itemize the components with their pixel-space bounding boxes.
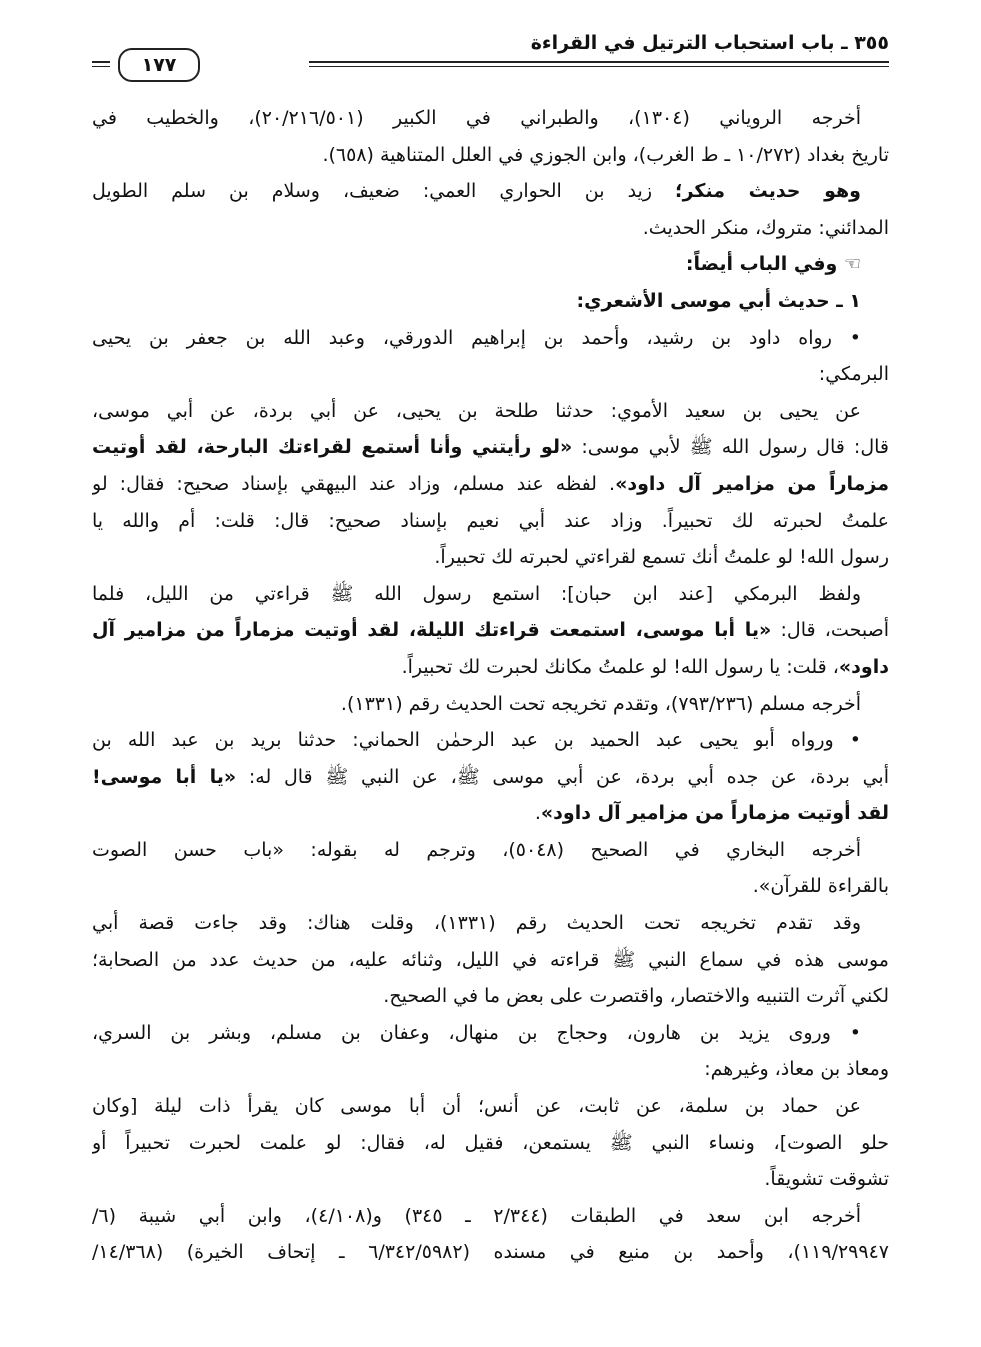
bold-text-segment: لقد أوتيت مزماراً من مزامير آل داود» xyxy=(540,802,889,825)
text-line xyxy=(92,246,889,283)
text-segment: المدائني: متروك، منكر الحديث. xyxy=(642,216,889,239)
text-line xyxy=(92,978,889,1015)
text-segment: قال: قال رسول الله ﷺ لأبي موسى: xyxy=(572,436,889,459)
text-segment: زيد بن الحواري العمي: ضعيف، وسلام بن سلم الطويل xyxy=(92,180,676,203)
text-segment: أصبحت، قال: xyxy=(771,619,889,642)
bold-text-segment: وهو حديث منكر؛ xyxy=(675,180,861,203)
text-line xyxy=(92,868,889,905)
bold-text-segment: مزماراً من مزامير آل داود» xyxy=(615,472,889,495)
chapter-title: ٣٥٥ ـ باب استحباب الترتيل في القراءة xyxy=(530,32,889,54)
text-segment: ومعاذ بن معاذ، وغيرهم: xyxy=(704,1058,889,1081)
text-line xyxy=(92,1125,889,1162)
text-segment: أخرجه ابن سعد في الطبقات (٢/٣٤٤ ـ ٣٤٥) و(٤/١٠٨)، وابن أبي شيبة (٦/ xyxy=(92,1204,861,1227)
text-segment: تاريخ بغداد (١٠/٢٧٢ ـ ط الغرب)، وابن الجوزي في العلل المتناهية (٦٥٨). xyxy=(322,143,889,166)
text-line xyxy=(92,722,889,759)
text-segment: . لفظه عند مسلم، وزاد عند البيهقي بإسناد صحيح: فقال: لو xyxy=(92,472,616,495)
text-line xyxy=(92,320,889,357)
page-body xyxy=(92,100,889,1271)
text-line xyxy=(92,210,889,247)
bold-text-segment: «لو رأيتني وأنا أستمع لقراءتك البارحة، لقد أوتيت xyxy=(92,436,573,459)
text-line xyxy=(92,795,889,832)
text-segment: ولفظ البرمكي [عند ابن حبان]: استمع رسول الله ﷺ قراءتي من الليل، فلما xyxy=(92,582,861,605)
text-segment: علمتُ لحبرته لك تحبيراً. وزاد عند أبي نعيم بإسناد صحيح: قال: قلت: أم والله يا xyxy=(92,509,889,532)
text-line xyxy=(92,283,889,320)
text-segment: • رواه داود بن رشيد، وأحمد بن إبراهيم الدورقي، وعبد الله بن جعفر بن يحيى xyxy=(92,326,861,349)
text-segment: أخرجه مسلم (٧٩٣/٢٣٦)، وتقدم تخريجه تحت الحديث رقم (١٣٣١). xyxy=(340,692,861,715)
text-line xyxy=(92,612,889,649)
text-line xyxy=(92,759,889,796)
text-line xyxy=(92,686,889,723)
text-segment: موسى هذه في سماع النبي ﷺ قراءته في الليل، وثنائه عليه، من حديث عدد من الصحابة؛ xyxy=(92,948,889,971)
text-line xyxy=(92,1198,889,1235)
text-segment: تشوقت تشويقاً. xyxy=(764,1168,889,1191)
text-line xyxy=(92,1161,889,1198)
header-rule-left xyxy=(92,61,110,63)
text-segment: . xyxy=(534,802,541,825)
text-line xyxy=(92,393,889,430)
text-line xyxy=(92,832,889,869)
text-line xyxy=(92,137,889,174)
text-segment: عن حماد بن سلمة، عن ثابت، عن أنس؛ أن أبا موسى كان يقرأ ذات ليلة [وكان xyxy=(92,1095,861,1118)
header-rule-left-thin xyxy=(92,66,110,67)
text-line xyxy=(92,173,889,210)
text-line xyxy=(92,1088,889,1125)
text-line xyxy=(92,1051,889,1088)
text-segment: وقد تقدم تخريجه تحت الحديث رقم (١٣٣١)، وقلت هناك: وقد جاءت قصة أبي xyxy=(92,912,861,935)
page-header xyxy=(92,28,889,80)
text-segment: عن يحيى بن سعيد الأموي: حدثنا طلحة بن يحيى، عن أبي بردة، عن أبي موسى، xyxy=(92,399,861,422)
text-line xyxy=(92,1015,889,1052)
bold-text-segment: «يا أبا موسى، استمعت قراءتك الليلة، لقد أوتيت مزماراً من مزامير آل xyxy=(92,619,772,642)
text-segment: • وروى يزيد بن هارون، وحجاج بن منهال، وعفان بن مسلم، وبشر بن السري، xyxy=(92,1021,861,1044)
text-line xyxy=(92,942,889,979)
text-line xyxy=(92,539,889,576)
text-segment: بالقراءة للقرآن». xyxy=(752,875,889,898)
text-line xyxy=(92,649,889,686)
text-line xyxy=(92,905,889,942)
bold-text-segment: ١ ـ حديث أبي موسى الأشعري: xyxy=(576,289,861,312)
text-line xyxy=(92,466,889,503)
header-rule-thin xyxy=(309,66,889,67)
text-line xyxy=(92,576,889,613)
text-segment: • ورواه أبو يحيى عبد الحميد بن عبد الرحمٰن الحماني: حدثنا بريد بن عبد الله بن xyxy=(92,729,861,752)
text-segment: ١١٩/٢٩٩٤٧)، وأحمد بن منيع في مسنده (٦/٣٤٢/٥٩٨٢ ـ إتحاف الخيرة) (١٤/٣٦٨/ xyxy=(92,1241,889,1264)
bold-text-segment: «يا أبا موسى! xyxy=(92,765,237,788)
text-line xyxy=(92,429,889,466)
header-rule xyxy=(309,61,889,63)
text-segment: لكني آثرت التنبيه والاختصار، واقتصرت على بعض ما في الصحيح. xyxy=(383,985,889,1008)
page-number: ١٧٧ xyxy=(118,48,200,82)
text-segment: البرمكي: xyxy=(818,363,889,386)
text-segment: ، قلت: يا رسول الله! لو علمتُ مكانك لحبرت لك تحبيراً. xyxy=(401,655,839,678)
text-line xyxy=(92,100,889,137)
text-segment: أخرجه الروياني (١٣٠٤)، والطبراني في الكبير (٢٠/٢١٦/٥٠١)، والخطيب في xyxy=(92,107,862,129)
text-segment: رسول الله! لو علمتُ أنك تسمع لقراءتي لحبرته لك تحبيراً. xyxy=(434,546,889,569)
text-line xyxy=(92,356,889,393)
bold-text-segment: ☜ وفي الباب أيضاً: xyxy=(685,253,861,276)
bold-text-segment: داود» xyxy=(838,655,889,678)
text-line xyxy=(92,1234,889,1271)
text-segment: أبي بردة، عن جده أبي بردة، عن أبي موسى ﷺ، عن النبي ﷺ قال له: xyxy=(236,765,889,788)
text-line xyxy=(92,503,889,540)
text-segment: أخرجه البخاري في الصحيح (٥٠٤٨)، وترجم له بقوله: «باب حسن الصوت xyxy=(92,838,862,861)
text-segment: حلو الصوت]، ونساء النبي ﷺ يستمعن، فقيل له، فقال: لو علمت لحبرت تحبيراً أو xyxy=(92,1131,889,1154)
